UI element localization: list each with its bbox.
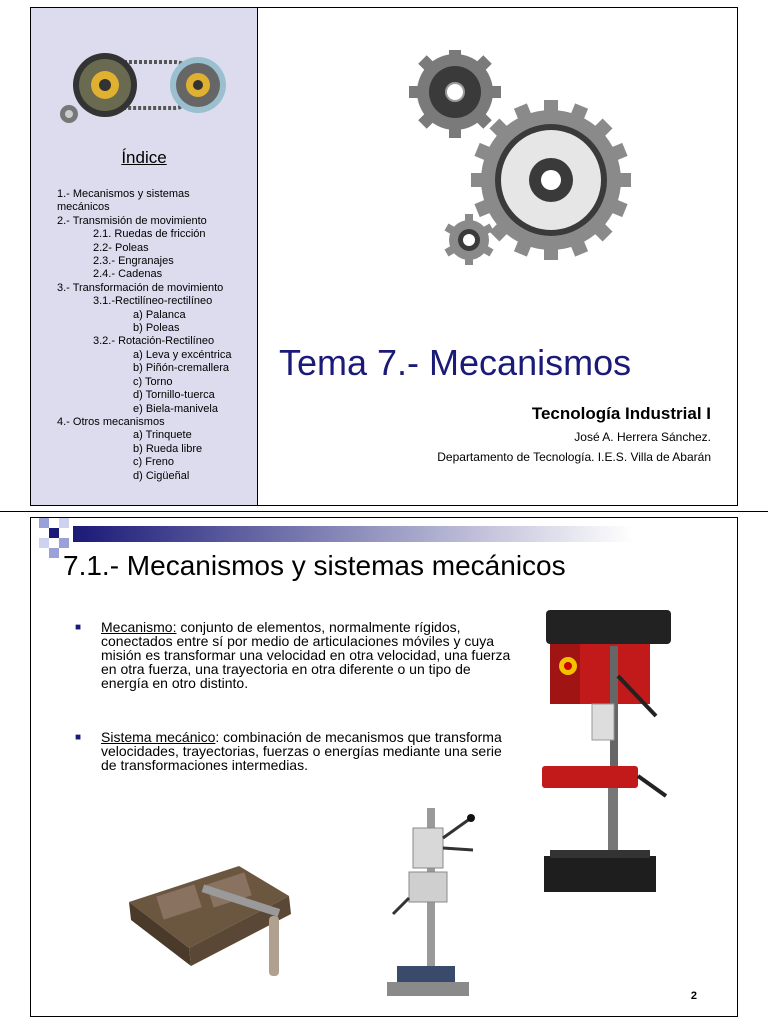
- index-item: 2.2- Poleas: [93, 241, 149, 254]
- index-item: e) Biela-manivela: [133, 402, 218, 415]
- index-item: d) Cigüeñal: [133, 469, 190, 482]
- index-item: b) Poleas: [133, 322, 180, 335]
- bullet-text-1: [101, 620, 511, 690]
- index-item: 2.1. Ruedas de fricción: [93, 228, 206, 241]
- index-item: 2.- Transmisión de movimiento: [57, 214, 207, 227]
- drill-press-image: [536, 606, 681, 906]
- subject-title: Tecnología Industrial I: [531, 404, 711, 423]
- definition-mecanismo: conjunto de elementos, normalmente rígidos, conectados entre sí por medio de articulaciones móviles y cuya misión es transformar una velocidad en otra velocidad, una fuerza en otra fuerza, una trayectoria en otra diferente o un tipo de energía en otro distinto.: [101, 619, 511, 691]
- index-list: [57, 188, 257, 483]
- bench-vise-image: [119, 856, 299, 996]
- bullet-text-2: [101, 730, 511, 772]
- author-name: José A. Herrera Sánchez.: [574, 430, 711, 444]
- index-item: 2.3.- Engranajes: [93, 255, 174, 268]
- term-sistema-mecanico: Sistema mecánico: [101, 729, 216, 745]
- department-name: Departamento de Tecnología. I.E.S. Villa de Abarán: [437, 450, 711, 464]
- bullet-icon: ■: [75, 622, 82, 633]
- index-item: 3.- Transformación de movimiento: [57, 281, 224, 294]
- index-item: d) Tornillo-tuerca: [133, 389, 215, 402]
- index-item: a) Leva y excéntrica: [133, 348, 232, 361]
- index-item: 2.4.- Cadenas: [93, 268, 163, 281]
- drill-stand-image: [369, 798, 479, 1008]
- index-item: mecánicos: [57, 201, 110, 214]
- index-item: 3.1.-Rectilíneo-rectilíneo: [93, 295, 213, 308]
- index-item: a) Palanca: [133, 308, 186, 321]
- index-item: b) Rueda libre: [133, 442, 203, 455]
- page-number: 2: [690, 990, 697, 1002]
- index-item: a) Trinquete: [133, 429, 192, 442]
- gears-icon: [403, 50, 633, 265]
- index-item: c) Torno: [133, 375, 173, 388]
- index-item: b) Piñón-cremallera: [133, 362, 229, 375]
- definition-sistema-mecanico: : combinación de mecanismos que transforma velocidades, trayectorias, fuerzas o energías mediante una serie de transformaciones intermedias.: [101, 729, 502, 773]
- index-item: 3.2.- Rotación-Rectilíneo: [93, 335, 215, 348]
- page-divider: [0, 511, 768, 512]
- index-title: Índice: [121, 148, 167, 167]
- slide-1: [30, 7, 738, 506]
- bullet-icon: ■: [75, 732, 82, 743]
- slide-2: [30, 517, 738, 1017]
- index-sidebar: [31, 8, 258, 505]
- slide-title: 7.1.- Mecanismos y sistemas mecánicos: [63, 550, 566, 581]
- main-title: Tema 7.- Mecanismos: [279, 342, 632, 383]
- index-item: 4.- Otros mecanismos: [57, 415, 165, 428]
- chain-drive-icon: [57, 44, 229, 124]
- index-item: c) Freno: [133, 456, 174, 469]
- index-item: 1.- Mecanismos y sistemas: [57, 188, 190, 200]
- term-mecanismo: Mecanismo:: [101, 619, 177, 635]
